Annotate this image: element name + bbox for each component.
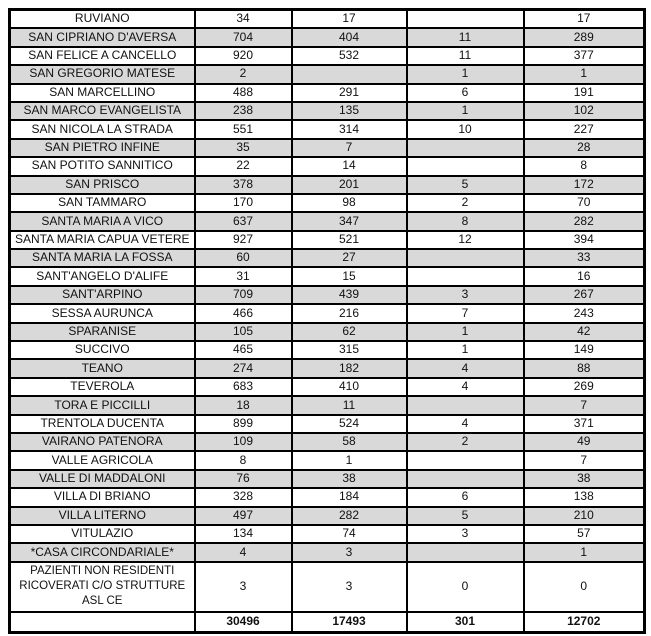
value-cell: 497 — [195, 507, 292, 525]
value-cell: 0 — [524, 562, 645, 612]
municipality-name-cell: SUCCIVO — [10, 341, 195, 359]
municipality-name-cell: SAN NICOLA LA STRADA — [10, 120, 195, 138]
value-cell — [407, 139, 524, 157]
value-cell: 238 — [195, 102, 292, 120]
value-cell: 4 — [407, 378, 524, 396]
value-cell: 34 — [195, 10, 292, 29]
value-cell: 394 — [524, 231, 645, 249]
value-cell: 149 — [524, 341, 645, 359]
table-row — [10, 525, 645, 543]
value-cell: 227 — [524, 120, 645, 138]
totals-row — [10, 612, 645, 633]
value-cell: 17 — [524, 10, 645, 29]
municipality-name-cell: TEANO — [10, 359, 195, 377]
value-cell: 27 — [292, 249, 407, 267]
value-cell: 920 — [195, 47, 292, 65]
municipality-name-cell: TEVEROLA — [10, 378, 195, 396]
value-cell: 2 — [407, 433, 524, 451]
value-cell: 16 — [524, 267, 645, 285]
value-cell: 12 — [407, 231, 524, 249]
value-cell: 42 — [524, 323, 645, 341]
table-row — [10, 139, 645, 157]
value-cell: 17 — [292, 10, 407, 29]
municipality-name-cell: VAIRANO PATENORA — [10, 433, 195, 451]
value-cell: 466 — [195, 304, 292, 322]
table-row — [10, 323, 645, 341]
table-row — [10, 65, 645, 83]
municipality-name-cell: VILLA DI BRIANO — [10, 488, 195, 506]
table-row — [10, 102, 645, 120]
table-row — [10, 543, 645, 561]
value-cell: 182 — [292, 359, 407, 377]
value-cell — [407, 267, 524, 285]
value-cell: 7 — [407, 304, 524, 322]
value-cell: 704 — [195, 28, 292, 46]
value-cell: 88 — [524, 359, 645, 377]
value-cell: 1 — [407, 102, 524, 120]
value-cell: 135 — [292, 102, 407, 120]
value-cell: 8 — [195, 451, 292, 469]
value-cell: 184 — [292, 488, 407, 506]
value-cell: 105 — [195, 323, 292, 341]
value-cell: 488 — [195, 84, 292, 102]
value-cell: 3 — [292, 562, 407, 612]
value-cell: 551 — [195, 120, 292, 138]
value-cell: 269 — [524, 378, 645, 396]
value-cell: 274 — [195, 359, 292, 377]
value-cell: 4 — [407, 415, 524, 433]
value-cell: 2 — [195, 65, 292, 83]
municipality-name-cell: SANTA MARIA CAPUA VETERE — [10, 231, 195, 249]
table-row — [10, 157, 645, 175]
table-row — [10, 507, 645, 525]
value-cell: 289 — [524, 28, 645, 46]
table-row — [10, 359, 645, 377]
value-cell: 371 — [524, 415, 645, 433]
table-row — [10, 231, 645, 249]
value-cell: 102 — [524, 102, 645, 120]
value-cell: 76 — [195, 470, 292, 488]
municipality-name-cell: SANTA MARIA A VICO — [10, 212, 195, 230]
municipality-name-cell: SAN MARCELLINO — [10, 84, 195, 102]
value-cell: 1 — [524, 65, 645, 83]
value-cell: 410 — [292, 378, 407, 396]
value-cell: 4 — [195, 543, 292, 561]
value-cell — [292, 65, 407, 83]
municipality-name-cell: SAN MARCO EVANGELISTA — [10, 102, 195, 120]
totals-value-cell: 12702 — [524, 612, 645, 633]
value-cell: 216 — [292, 304, 407, 322]
table-row — [10, 28, 645, 46]
value-cell: 1 — [407, 65, 524, 83]
table-footer — [10, 612, 645, 633]
value-cell: 31 — [195, 267, 292, 285]
value-cell: 22 — [195, 157, 292, 175]
value-cell: 191 — [524, 84, 645, 102]
value-cell: 138 — [524, 488, 645, 506]
municipality-name-cell: *CASA CIRCONDARIALE* — [10, 543, 195, 561]
value-cell: 8 — [407, 212, 524, 230]
municipality-name-cell: SESSA AURUNCA — [10, 304, 195, 322]
value-cell: 74 — [292, 525, 407, 543]
value-cell: 38 — [524, 470, 645, 488]
municipality-name-cell: VILLA LITERNO — [10, 507, 195, 525]
table-row — [10, 194, 645, 212]
municipality-name-cell: TRENTOLA DUCENTA — [10, 415, 195, 433]
value-cell: 6 — [407, 84, 524, 102]
value-cell — [407, 396, 524, 414]
value-cell: 378 — [195, 176, 292, 194]
value-cell: 38 — [292, 470, 407, 488]
municipality-name-cell: SAN CIPRIANO D'AVERSA — [10, 28, 195, 46]
value-cell: 15 — [292, 267, 407, 285]
value-cell: 3 — [292, 543, 407, 561]
value-cell: 14 — [292, 157, 407, 175]
table-row — [10, 470, 645, 488]
table-row — [10, 378, 645, 396]
totals-value-cell: 301 — [407, 612, 524, 633]
value-cell: 7 — [292, 139, 407, 157]
value-cell: 524 — [292, 415, 407, 433]
value-cell: 33 — [524, 249, 645, 267]
value-cell: 7 — [524, 451, 645, 469]
table-row — [10, 176, 645, 194]
table-row — [10, 341, 645, 359]
table-row — [10, 562, 645, 612]
value-cell: 1 — [407, 341, 524, 359]
value-cell: 637 — [195, 212, 292, 230]
value-cell — [407, 543, 524, 561]
value-cell: 1 — [524, 543, 645, 561]
value-cell: 62 — [292, 323, 407, 341]
value-cell: 3 — [195, 562, 292, 612]
municipality-name-cell: VALLE DI MADDALONI — [10, 470, 195, 488]
value-cell: 1 — [292, 451, 407, 469]
value-cell: 58 — [292, 433, 407, 451]
municipality-name-cell: SPARANISE — [10, 323, 195, 341]
value-cell: 282 — [524, 212, 645, 230]
municipality-name-cell: RUVIANO — [10, 10, 195, 29]
municipality-name-cell: SANT'ANGELO D'ALIFE — [10, 267, 195, 285]
totals-label-cell — [10, 612, 195, 633]
value-cell: 5 — [407, 176, 524, 194]
value-cell: 6 — [407, 488, 524, 506]
municipality-name-cell: SAN FELICE A CANCELLO — [10, 47, 195, 65]
value-cell: 7 — [524, 396, 645, 414]
value-cell: 8 — [524, 157, 645, 175]
value-cell: 70 — [524, 194, 645, 212]
municipality-cases-table — [8, 8, 646, 634]
value-cell: 291 — [292, 84, 407, 102]
value-cell: 11 — [407, 28, 524, 46]
value-cell: 172 — [524, 176, 645, 194]
value-cell: 465 — [195, 341, 292, 359]
municipality-name-cell: SAN PIETRO INFINE — [10, 139, 195, 157]
table-body — [10, 10, 645, 612]
value-cell: 927 — [195, 231, 292, 249]
value-cell: 11 — [407, 47, 524, 65]
value-cell: 347 — [292, 212, 407, 230]
municipality-name-cell: VALLE AGRICOLA — [10, 451, 195, 469]
table-row — [10, 10, 645, 29]
municipality-name-cell: TORA E PICCILLI — [10, 396, 195, 414]
value-cell: 35 — [195, 139, 292, 157]
municipality-name-cell: SAN GREGORIO MATESE — [10, 65, 195, 83]
value-cell: 210 — [524, 507, 645, 525]
totals-value-cell: 17493 — [292, 612, 407, 633]
value-cell: 3 — [407, 286, 524, 304]
value-cell: 201 — [292, 176, 407, 194]
value-cell: 1 — [407, 323, 524, 341]
table-row — [10, 451, 645, 469]
value-cell: 243 — [524, 304, 645, 322]
value-cell: 532 — [292, 47, 407, 65]
table-container — [8, 8, 646, 634]
table-row — [10, 433, 645, 451]
value-cell: 57 — [524, 525, 645, 543]
table-row — [10, 286, 645, 304]
value-cell: 2 — [407, 194, 524, 212]
value-cell: 60 — [195, 249, 292, 267]
value-cell — [407, 451, 524, 469]
table-row — [10, 396, 645, 414]
table-row — [10, 415, 645, 433]
value-cell: 28 — [524, 139, 645, 157]
value-cell: 49 — [524, 433, 645, 451]
value-cell: 18 — [195, 396, 292, 414]
municipality-name-cell: SAN PRISCO — [10, 176, 195, 194]
value-cell — [407, 10, 524, 29]
table-row — [10, 488, 645, 506]
value-cell: 5 — [407, 507, 524, 525]
value-cell: 109 — [195, 433, 292, 451]
municipality-name-cell: VITULAZIO — [10, 525, 195, 543]
municipality-name-cell: SAN TAMMARO — [10, 194, 195, 212]
value-cell: 134 — [195, 525, 292, 543]
value-cell: 3 — [407, 525, 524, 543]
value-cell: 10 — [407, 120, 524, 138]
table-row — [10, 120, 645, 138]
value-cell: 282 — [292, 507, 407, 525]
value-cell: 267 — [524, 286, 645, 304]
municipality-name-cell: SANT'ARPINO — [10, 286, 195, 304]
value-cell — [407, 470, 524, 488]
value-cell: 709 — [195, 286, 292, 304]
value-cell: 377 — [524, 47, 645, 65]
value-cell: 98 — [292, 194, 407, 212]
table-row — [10, 212, 645, 230]
value-cell: 11 — [292, 396, 407, 414]
value-cell: 315 — [292, 341, 407, 359]
value-cell — [407, 249, 524, 267]
table-row — [10, 267, 645, 285]
value-cell: 404 — [292, 28, 407, 46]
value-cell: 314 — [292, 120, 407, 138]
value-cell: 683 — [195, 378, 292, 396]
value-cell: 4 — [407, 359, 524, 377]
municipality-name-cell: SAN POTITO SANNITICO — [10, 157, 195, 175]
value-cell: 0 — [407, 562, 524, 612]
value-cell — [407, 157, 524, 175]
value-cell: 899 — [195, 415, 292, 433]
municipality-name-cell: SANTA MARIA LA FOSSA — [10, 249, 195, 267]
table-row — [10, 304, 645, 322]
table-row — [10, 47, 645, 65]
value-cell: 439 — [292, 286, 407, 304]
totals-value-cell: 30496 — [195, 612, 292, 633]
value-cell: 328 — [195, 488, 292, 506]
value-cell: 521 — [292, 231, 407, 249]
table-row — [10, 84, 645, 102]
value-cell: 170 — [195, 194, 292, 212]
municipality-name-cell: PAZIENTI NON RESIDENTI RICOVERATI C/O STRUTTURE ASL CE — [10, 562, 195, 612]
table-row — [10, 249, 645, 267]
